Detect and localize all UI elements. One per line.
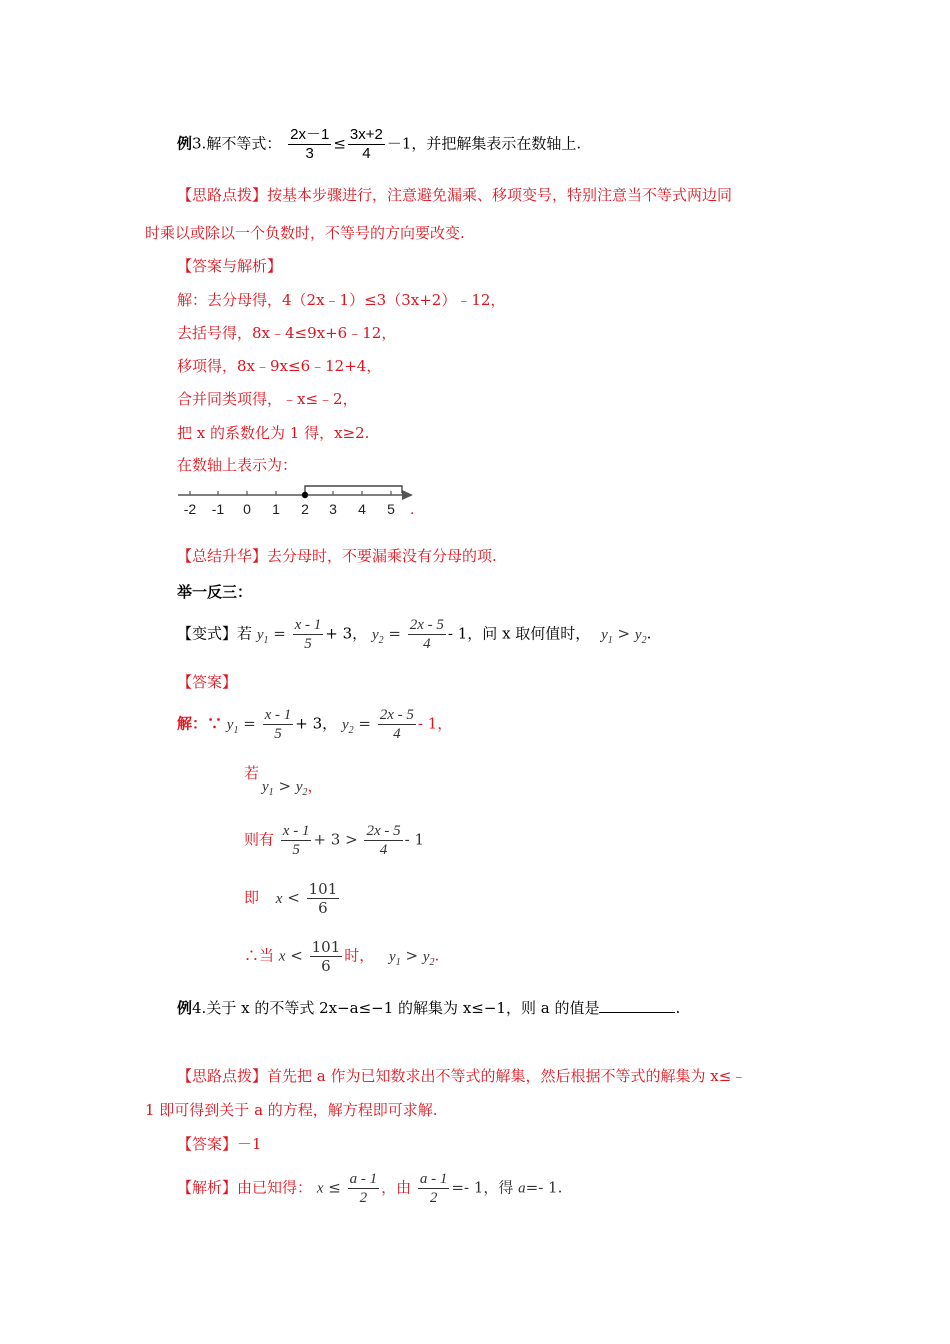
summary3 [177,546,497,566]
subscript: 2 [378,634,384,646]
then-inequality [244,822,424,859]
var-y: y [389,948,396,965]
axis-label: 0 [243,501,251,517]
subscript: 2 [641,634,647,646]
var-x: x [278,948,286,965]
zeyou-label: 则有 [244,830,275,849]
answer4 [177,1134,262,1154]
solution-point [302,492,308,498]
eq-minus-one: =- 1，得 [451,1178,514,1197]
fraction-denominator: 2 [348,1188,380,1207]
fraction-denominator: 2 [418,1188,450,1207]
fraction-numerator: 101 [311,938,341,956]
fraction-denominator: 5 [293,634,324,653]
axis-label: -2 [183,501,197,517]
example-text: 关于 x 的不等式 2x−a≤−1 的解集为 x≤−1，则 a 的值是 [206,999,600,1017]
variant-question [177,616,651,653]
lt-sign: < [287,888,300,907]
variant-ruo: 若 [237,624,253,643]
question-tail: －1，并把解集表示在数轴上. [386,134,582,153]
fraction-numerator: a - 1 [419,1171,448,1187]
answer3-step-1: 解：去分母得，4（2x﹣1）≤3（3x+2）﹣12， [177,291,506,309]
subscript: 2 [302,787,308,798]
var-x: x [316,1180,324,1197]
fraction-numerator: x - 1 [282,823,310,839]
subscript: 2 [429,956,435,968]
example-number: 3. [192,134,207,153]
var-y: y [371,626,379,643]
fraction-denominator: 4 [408,634,446,653]
summary-text: 去分母时，不要漏乘没有分母的项. [267,547,497,565]
axis-label: 4 [358,501,366,517]
hint-tag: 【思路点拨】 [177,186,268,204]
hint-tag: 【思路点拨】 [177,1067,268,1085]
subscript: 1 [233,724,239,736]
therefore-label: ∴当 [244,946,275,965]
therefore-line [244,938,439,975]
fraction [348,1170,380,1207]
ji-label: 即 [244,888,260,907]
fraction-denominator: 6 [307,898,340,917]
var-y: y [601,626,608,643]
axis-label: -1 [211,501,225,517]
answer3-step-6: 在数轴上表示为： [177,456,298,474]
subscript: 1 [607,634,613,646]
subscript: 2 [348,724,354,736]
period: . [557,1178,563,1197]
fraction-numerator: 3x+2 [349,126,383,143]
axis-period: . [410,502,415,518]
eq-sign: = [358,714,371,733]
shi-label: 时， [344,946,375,965]
fraction-right [348,126,385,163]
answer3-step-3: 移项得，8x﹣9x≤6﹣12+4， [177,357,382,375]
var-y: y [256,626,264,643]
plus-three-gt: + 3 > [313,830,358,849]
number-line-arrow [402,490,413,500]
example-label: 例 [177,134,193,153]
le-sign: ≤ [328,1178,341,1197]
answer3-step-5: 把 x 的系数化为 1 得，x≥2. [177,424,370,442]
fraction-denominator: 5 [281,840,312,859]
hint4-line2: 1 即可得到关于 a 的方程，解方程即可求解. [145,1101,438,1119]
answer3-tag: 【答案与解析】 [177,257,283,275]
variant-tag: 【变式】 [177,624,238,643]
fraction-denominator: 3 [288,144,331,163]
var-a: a [518,1180,526,1197]
period: . [646,624,652,643]
jie-because: 解：∵ [177,714,223,733]
fraction-numerator: a - 1 [349,1171,378,1187]
hint-text: 按基本步骤进行，注意避免漏乘、移项变号，特别注意当不等式两边同 [267,186,733,204]
answer3-step-4: 合并同类项得，﹣x≤﹣2， [177,390,358,408]
period: . [434,946,440,965]
var-y: y [262,779,269,795]
fraction-numerator: x - 1 [294,617,322,633]
subscript: 1 [395,956,401,968]
summary-tag: 【总结升华】 [177,547,268,565]
example4-question [177,996,680,1018]
fraction [293,616,324,653]
answer-value: －1 [237,1135,262,1153]
subscript: 1 [263,634,269,646]
var-y: y [226,716,234,733]
eq-sign: = [273,624,286,643]
answer3-step-2: 去括号得，8x﹣4≤9x+6﹣12， [177,324,397,342]
gt-sign: > [278,777,292,795]
variant-answer-line1 [177,706,452,743]
plus-three: + 3， [325,624,368,643]
minus-one: - 1， [417,714,453,733]
eq-sign: = [388,624,401,643]
fraction-numerator: x - 1 [264,707,292,723]
solution-ray [305,486,402,495]
fraction-numerator: 2x - 5 [379,707,414,723]
fraction-denominator: 4 [378,724,416,743]
axis-label: 3 [329,501,337,517]
hint-text: 首先把 a 作为已知数求出不等式的解集，然后根据不等式的解集为 x≤﹣ [267,1067,747,1085]
fraction [378,706,416,743]
axis-label: 5 [387,501,395,517]
fraction [263,706,294,743]
eq-minus-one: =- 1 [525,1178,558,1197]
question-text: - 1，问 x 取何值时， [447,624,591,643]
minus-one: - 1 [404,830,424,849]
subscript: 1 [268,787,274,798]
fraction-numerator: 2x - 5 [409,617,444,633]
condition-y1-gt-y2 [262,776,323,803]
comma: ， [307,777,323,795]
variant-answer-tag: 【答案】 [177,673,238,691]
example3-question [177,126,581,163]
ruo-label: 若 [244,764,260,782]
fraction-denominator: 5 [263,724,294,743]
fraction [408,616,446,653]
analysis4 [177,1170,562,1207]
hint4-line1 [177,1066,746,1086]
example-label: 例 [177,999,193,1017]
var-y: y [422,948,430,965]
hint3-line1 [177,185,732,205]
var-y: y [341,716,349,733]
analysis-text2: ，由 [381,1178,412,1197]
fraction-denominator: 6 [310,956,343,975]
number-line [170,480,430,522]
var-y: y [295,779,303,795]
answer-tag: 【答案】 [177,1135,238,1153]
practice-title: 举一反三： [177,583,253,601]
eq-sign: = [243,714,256,733]
lt-sign: < [290,946,303,965]
ji-inequality [244,880,341,917]
plus-three: + 3， [295,714,338,733]
le-sign: ≤ [333,134,346,153]
gt-sign: > [405,946,419,965]
analysis-tag: 【解析】 [177,1178,238,1197]
analysis-text1: 由已知得： [237,1178,313,1197]
fraction [418,1170,450,1207]
fraction-101-6 [307,880,340,917]
fraction-numerator: 2x - 5 [366,823,401,839]
example-number: 4. [192,999,207,1017]
fraction-denominator: 4 [364,840,402,859]
var-x: x [275,890,283,907]
fraction-numerator: 2x－1 [290,126,330,143]
axis-label: 2 [301,501,309,517]
period: . [675,999,681,1017]
fraction [281,822,312,859]
answer-blank[interactable] [599,996,675,1013]
fraction-denominator: 4 [348,144,385,163]
fraction [364,822,402,859]
example-prompt: 解不等式： [206,134,282,153]
fraction-left [288,126,331,163]
hint3-line2: 时乘以或除以一个负数时，不等号的方向要改变. [145,224,465,242]
gt-sign: > [617,624,631,643]
axis-label: 1 [272,501,280,517]
fraction-101-6 [310,938,343,975]
fraction-numerator: 101 [308,880,338,898]
var-y: y [634,626,642,643]
